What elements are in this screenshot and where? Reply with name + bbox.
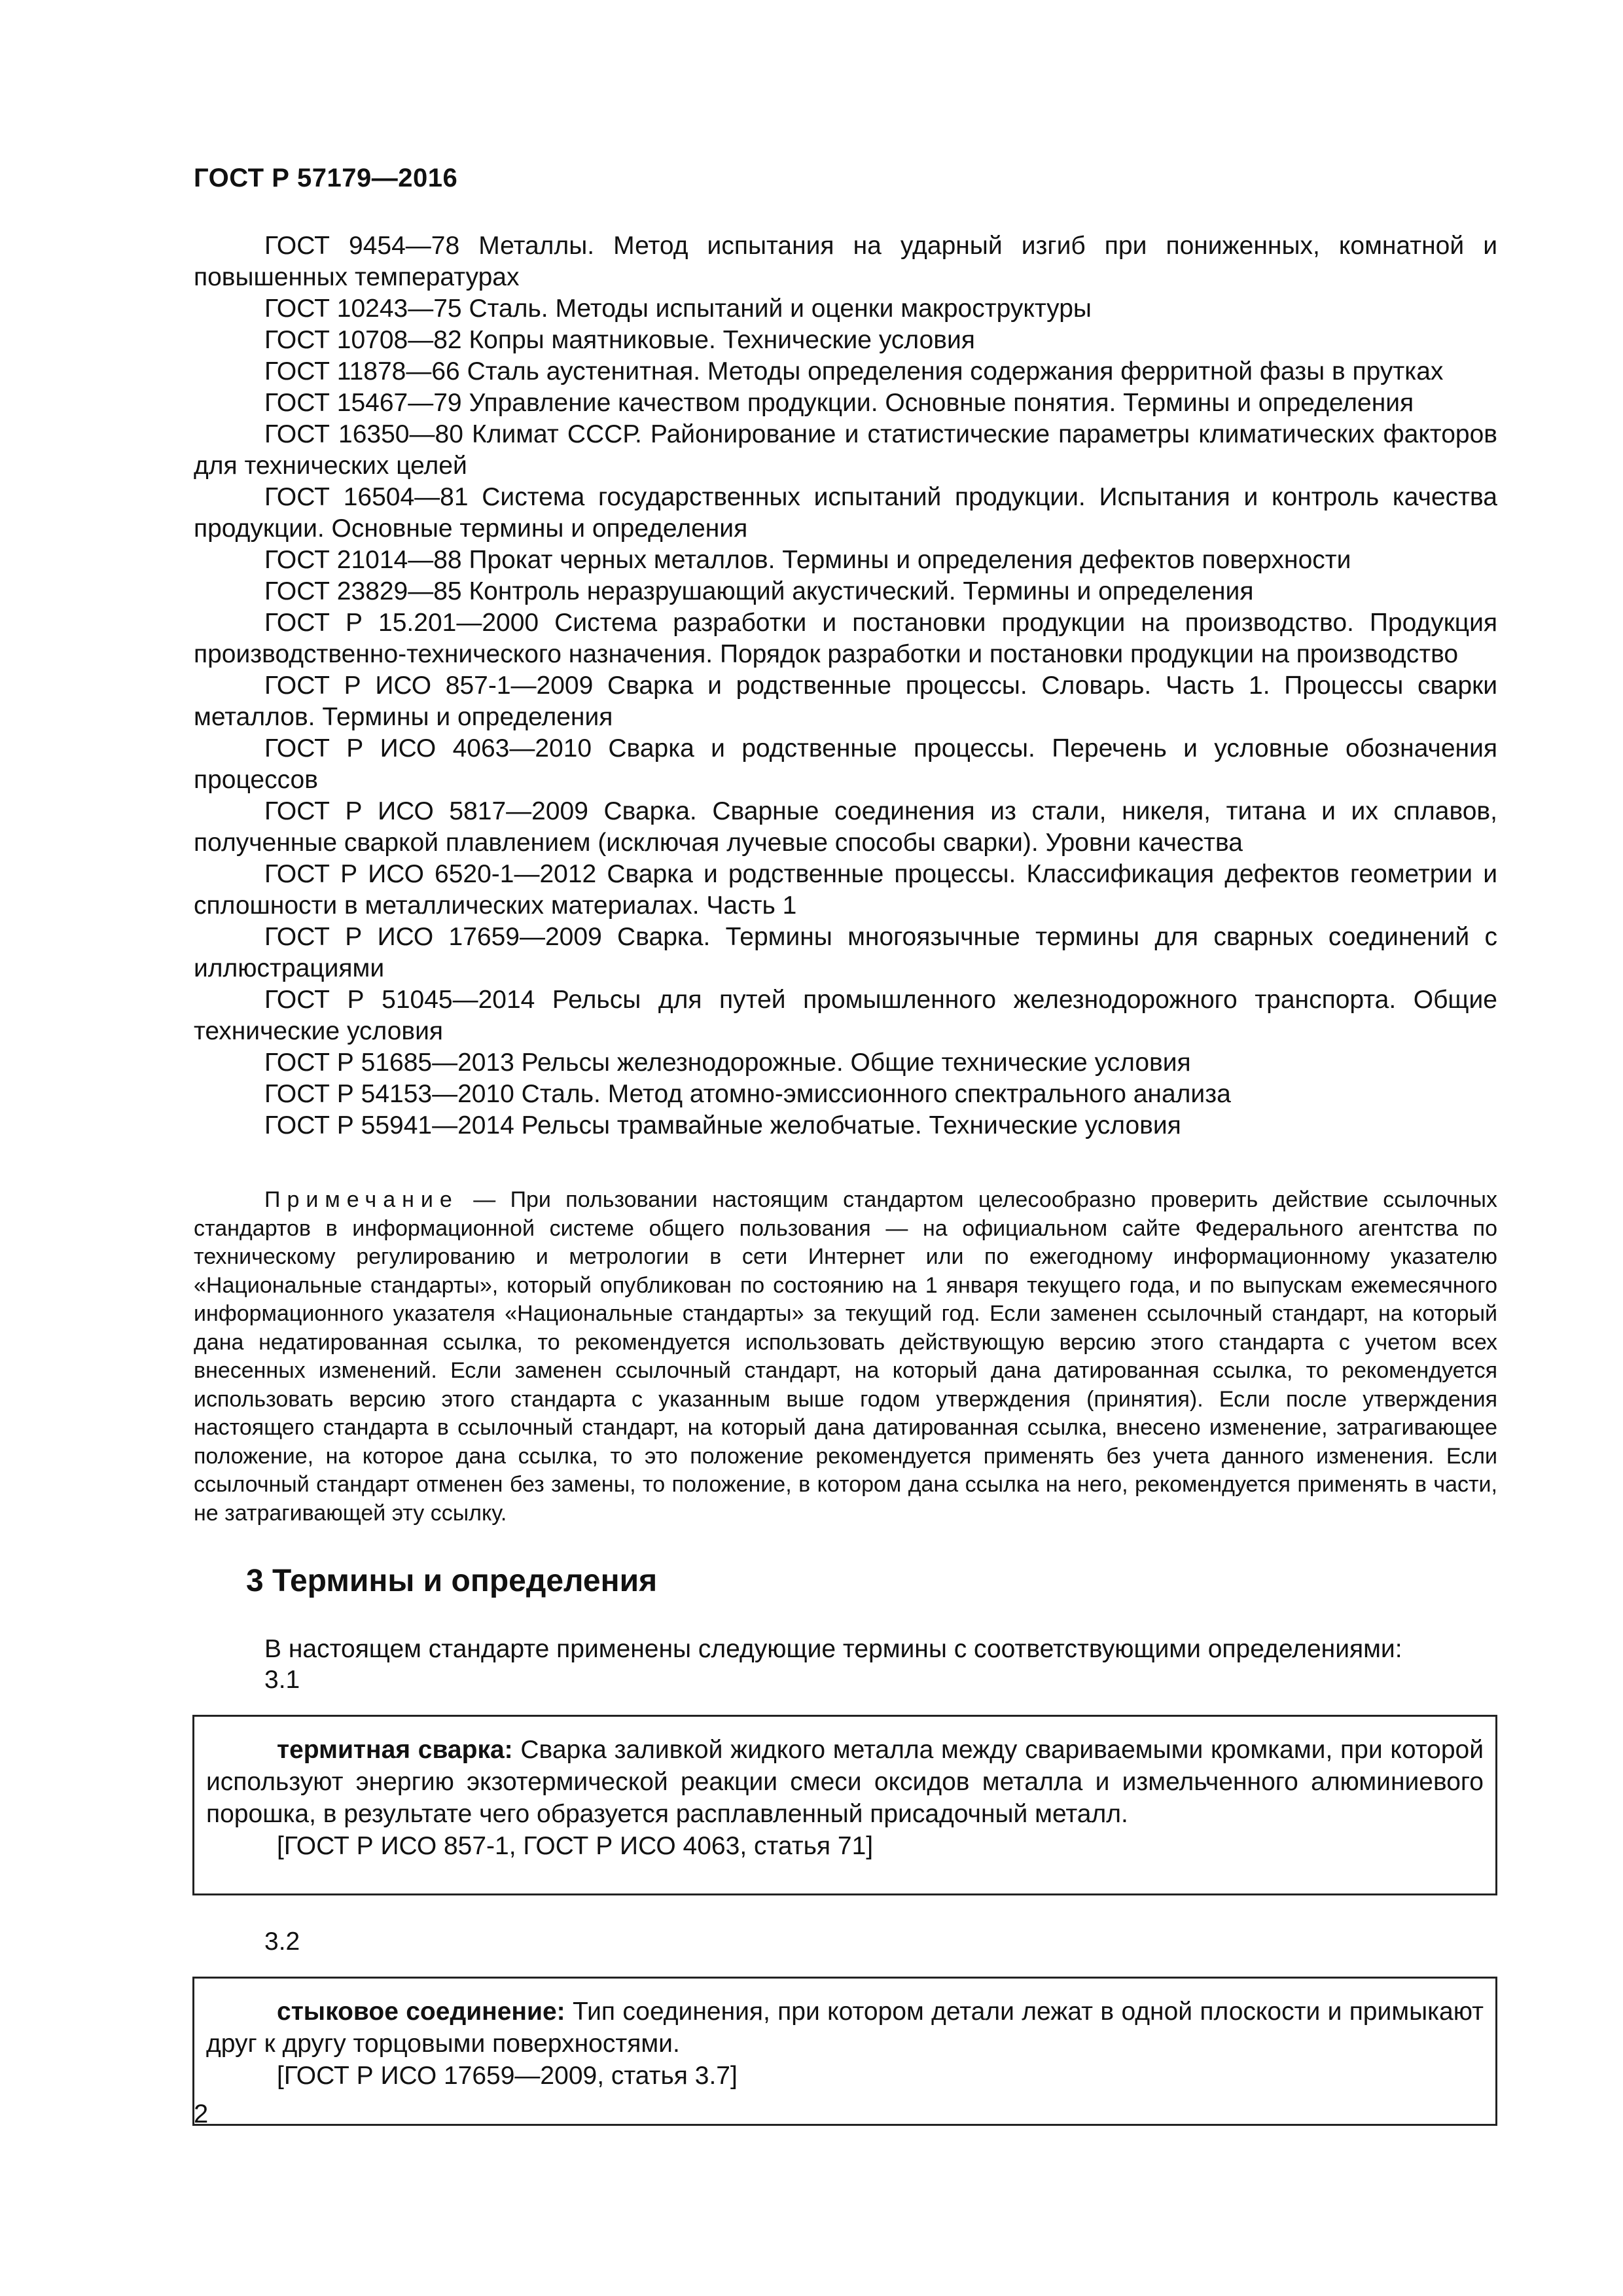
term-number: 3.2	[264, 1928, 300, 1956]
reference-item: ГОСТ Р ИСО 17659—2009 Сварка. Термины многоязычные термины для сварных соединений с иллюстрациями	[194, 923, 1497, 982]
reference-item: ГОСТ Р ИСО 6520-1—2012 Сварка и родственные процессы. Классификация дефектов геометрии и сплошности в металлических материалах. Часть 1	[194, 860, 1497, 920]
reference-item: ГОСТ 16504—81 Система государственных испытаний продукции. Испытания и контроль качества продукции. Основные термины и определения	[194, 483, 1497, 543]
reference-item: ГОСТ 15467—79 Управление качеством продукции. Основные понятия. Термины и определения	[264, 389, 1414, 417]
reference-item: ГОСТ 10708—82 Копры маятниковые. Технические условия	[264, 326, 975, 354]
term-definition: Тип соединения, при котором детали лежат в одной плоскости и примыкают друг к другу торцовыми поверхностями.	[206, 1998, 1484, 2058]
reference-item: ГОСТ 11878—66 Сталь аустенитная. Методы определения содержания ферритной фазы в прутках	[264, 357, 1444, 386]
normative-references-list	[194, 230, 1497, 1141]
section-intro-text: В настоящем стандарте применены следующие термины с соответствующими определениями:	[264, 1635, 1402, 1663]
reference-item: ГОСТ 9454—78 Металлы. Метод испытания на ударный изгиб при пониженных, комнатной и повышенных температурах	[194, 232, 1497, 291]
reference-item: ГОСТ Р 51685—2013 Рельсы железнодорожные. Общие технические условия	[264, 1049, 1191, 1077]
term-name: термитная сварка:	[277, 1736, 513, 1764]
reference-item: ГОСТ 16350—80 Климат СССР. Районирование и статистические параметры климатических факторов для технических целей	[194, 420, 1497, 480]
references-note	[194, 1186, 1497, 1528]
reference-item: ГОСТ Р 15.201—2000 Система разработки и постановки продукции на производство. Продукция производственно-технического назначения. Порядок разработки и постановки продукции на производство	[194, 609, 1497, 668]
reference-item: ГОСТ 10243—75 Сталь. Методы испытаний и оценки макроструктуры	[264, 295, 1092, 323]
term-definition-box	[192, 1977, 1497, 2126]
term-definition: Сварка заливкой жидкого металла между свариваемыми кромками, при которой используют энергию экзотермической реакции смеси оксидов металла и измельченного алюминиевого порошка, в результате чего образуется расплавленный присадочный металл.	[206, 1736, 1484, 1828]
reference-item: ГОСТ Р ИСО 857-1—2009 Сварка и родственные процессы. Словарь. Часть 1. Процессы сварки металлов. Термины и определения	[194, 672, 1497, 731]
reference-item: ГОСТ Р ИСО 5817—2009 Сварка. Сварные соединения из стали, никеля, титана и их сплавов, полученные сваркой плавлением (исключая лучевые способы сварки). Уровни качества	[194, 797, 1497, 857]
reference-item: ГОСТ Р 55941—2014 Рельсы трамвайные желобчатые. Технические условия	[264, 1111, 1181, 1139]
section-title: 3 Термины и определения	[246, 1564, 658, 1598]
term-number: 3.1	[264, 1666, 300, 1694]
term-source: [ГОСТ Р ИСО 857-1, ГОСТ Р ИСО 4063, статья 71]	[277, 1832, 874, 1860]
reference-item: ГОСТ Р 51045—2014 Рельсы для путей промышленного железнодорожного транспорта. Общие технические условия	[194, 986, 1497, 1045]
section-intro	[264, 1633, 1497, 1666]
note-text: — При пользовании настоящим стандартом целесообразно проверить действие ссылочных стандартов в информационной системе общего пользования — на официальном сайте Федерального агентства по техническому регулированию и метрологии в сети Интернет или по ежегодному информационному указателю «Национальные стандарты», который опубликован по состоянию на 1 января текущего года, и по выпускам ежемесячного информационного указателя «Национальные стандарты» за текущий год. Если заменен ссылочный стандарт, на который дана недатированная ссылка, то рекомендуется использовать действующую версию этого стандарта с учетом всех внесенных изменений. Если заменен ссылочный стандарт, на который дана датированная ссылка, то рекомендуется использовать версию этого стандарта с указанным выше годом утверждения (принятия). Если после утверждения настоящего стандарта в ссылочный стандарт, на который дана датированная ссылка, внесено изменение, затрагивающее положение, на которое дана ссылка, то это положение рекомендуется применять без учета данного изменения. Если ссылочный стандарт отменен без замены, то положение, в котором дана ссылка на него, рекомендуется применять в части, не затрагивающей эту ссылку.	[194, 1187, 1497, 1526]
reference-item: ГОСТ Р ИСО 4063—2010 Сварка и родственные процессы. Перечень и условные обозначения процессов	[194, 734, 1497, 794]
term-name: стыковое соединение:	[277, 1998, 565, 2026]
reference-item: ГОСТ Р 54153—2010 Сталь. Метод атомно-эмиссионного спектрального анализа	[264, 1080, 1231, 1108]
note-lead: Примечание	[264, 1187, 459, 1212]
page-number: 2	[194, 2100, 209, 2128]
term-definition-box	[192, 1715, 1497, 1895]
document-header: ГОСТ Р 57179—2016	[194, 164, 458, 192]
reference-item: ГОСТ 23829—85 Контроль неразрушающий акустический. Термины и определения	[264, 577, 1254, 605]
term-source: [ГОСТ Р ИСО 17659—2009, статья 3.7]	[277, 2062, 738, 2090]
reference-item: ГОСТ 21014—88 Прокат черных металлов. Термины и определения дефектов поверхности	[264, 546, 1351, 574]
